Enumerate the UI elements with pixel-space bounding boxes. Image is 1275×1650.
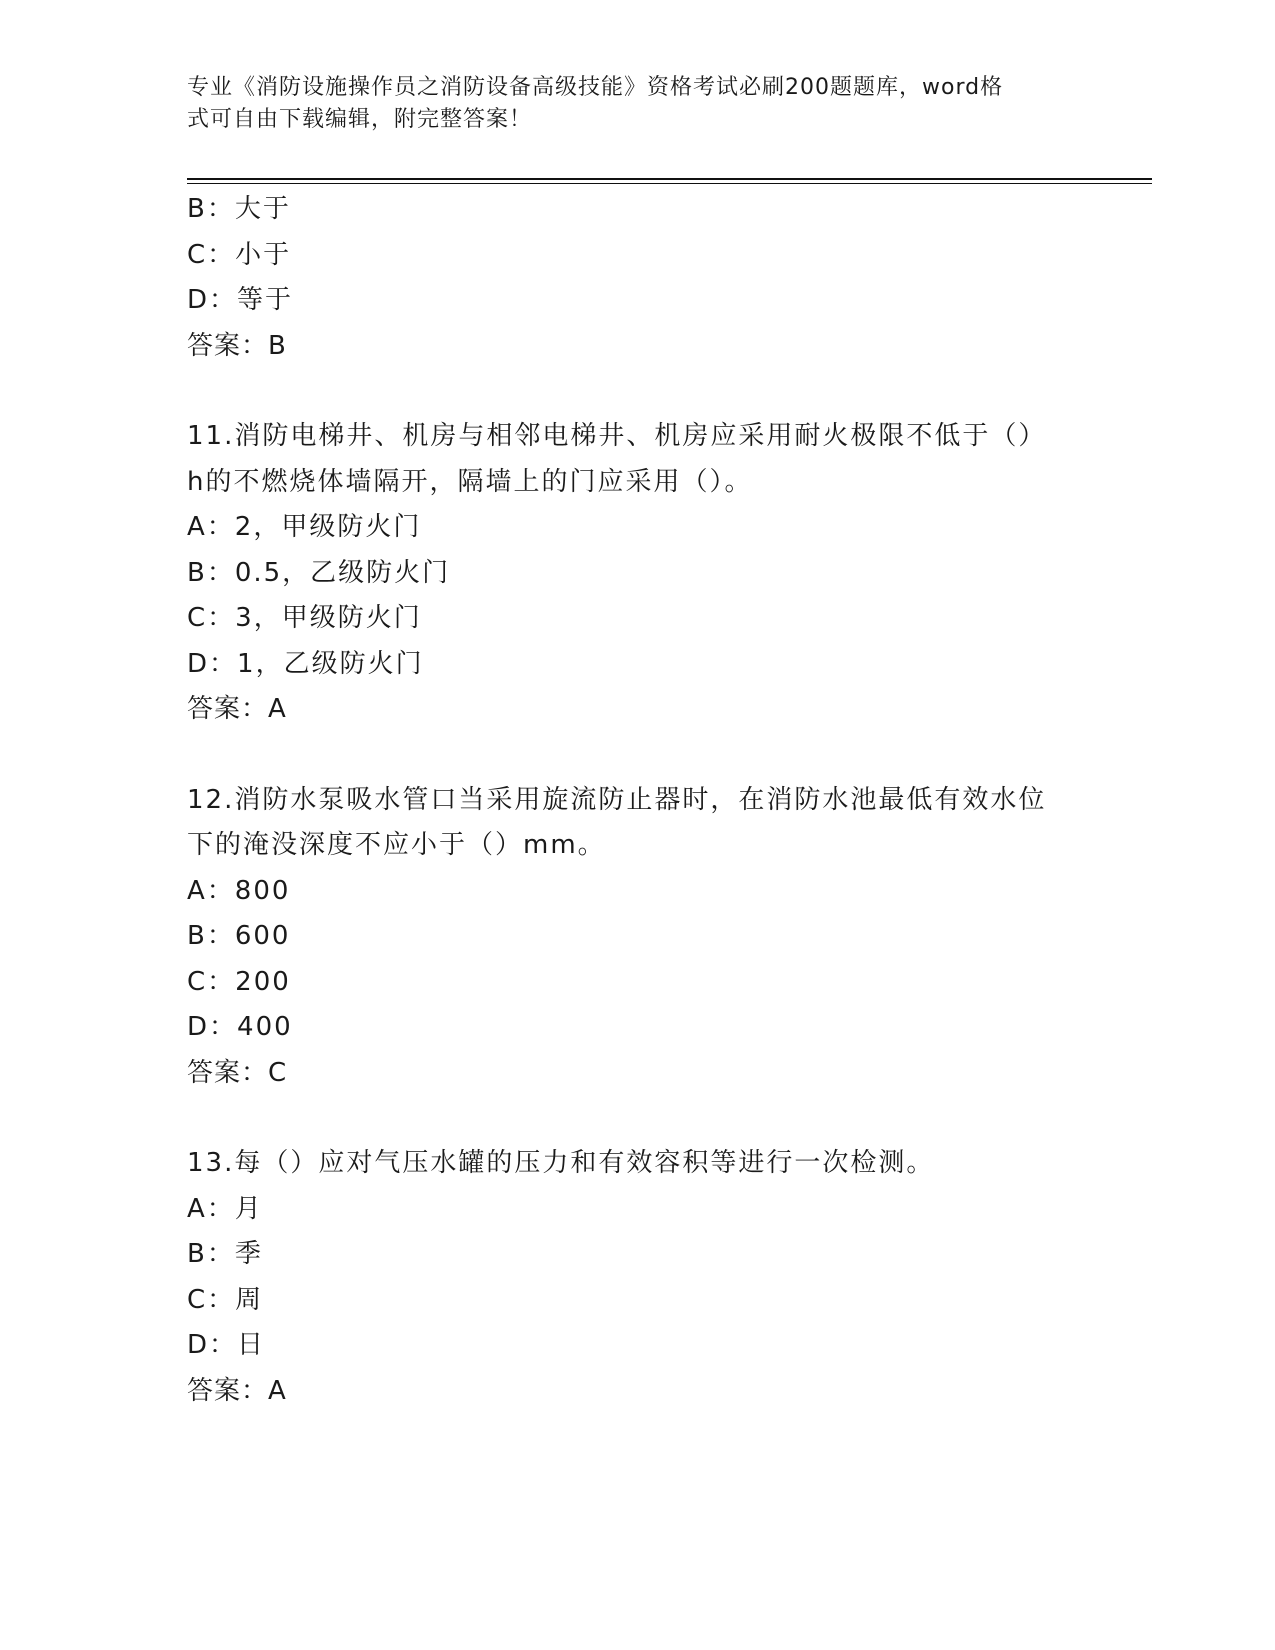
question-block-10 — [187, 187, 1087, 369]
question-block-13 — [187, 1141, 1087, 1414]
option-a: A：800 — [187, 875, 291, 906]
document-header — [187, 72, 1067, 136]
question-block-12 — [187, 778, 1087, 1097]
question-list — [187, 187, 1087, 1414]
option-c: C：200 — [187, 966, 291, 997]
option-a: A：2，甲级防火门 — [187, 512, 422, 542]
header-line-1: 专业《消防设施操作员之消防设备高级技能》资格考试必刷200题题库，word格 — [187, 75, 1004, 100]
answer-line: 答案：B — [187, 330, 287, 361]
question-stem-line-1: 13.每（）应对气压水罐的压力和有效容积等进行一次检测。 — [187, 1148, 935, 1178]
answer-line: 答案：A — [187, 1375, 287, 1406]
option-d: D：等于 — [187, 285, 294, 315]
question-block-11 — [187, 414, 1087, 733]
answer-line: 答案：C — [187, 1057, 288, 1088]
question-stem-line-2: h的不燃烧体墙隔开，隔墙上的门应采用（）。 — [187, 466, 753, 497]
question-stem-line-1: 11.消防电梯井、机房与相邻电梯井、机房应采用耐火极限不低于（） — [187, 421, 1047, 451]
option-d: D：400 — [187, 1012, 293, 1042]
option-b: B：大于 — [187, 194, 291, 224]
option-b: B：0.5，乙级防火门 — [187, 557, 451, 588]
option-d: D：1，乙级防火门 — [187, 648, 424, 679]
option-b: B：600 — [187, 921, 291, 951]
question-stem-line-1: 12.消防水泵吸水管口当采用旋流防止器时，在消防水池最低有效水位 — [187, 784, 1047, 815]
option-c: C：3，甲级防火门 — [187, 603, 422, 633]
header-divider-thin — [187, 183, 1152, 184]
header-divider-thick — [187, 178, 1152, 180]
option-c: C：小于 — [187, 239, 292, 270]
option-b: B：季 — [187, 1239, 263, 1269]
answer-line: 答案：A — [187, 694, 287, 724]
option-d: D：日 — [187, 1330, 266, 1360]
header-line-2: 式可自由下载编辑，附完整答案！ — [187, 107, 533, 132]
option-c: C：周 — [187, 1284, 264, 1315]
option-a: A：月 — [187, 1193, 263, 1224]
question-stem-line-2: 下的淹没深度不应小于（）mm。 — [187, 830, 606, 860]
